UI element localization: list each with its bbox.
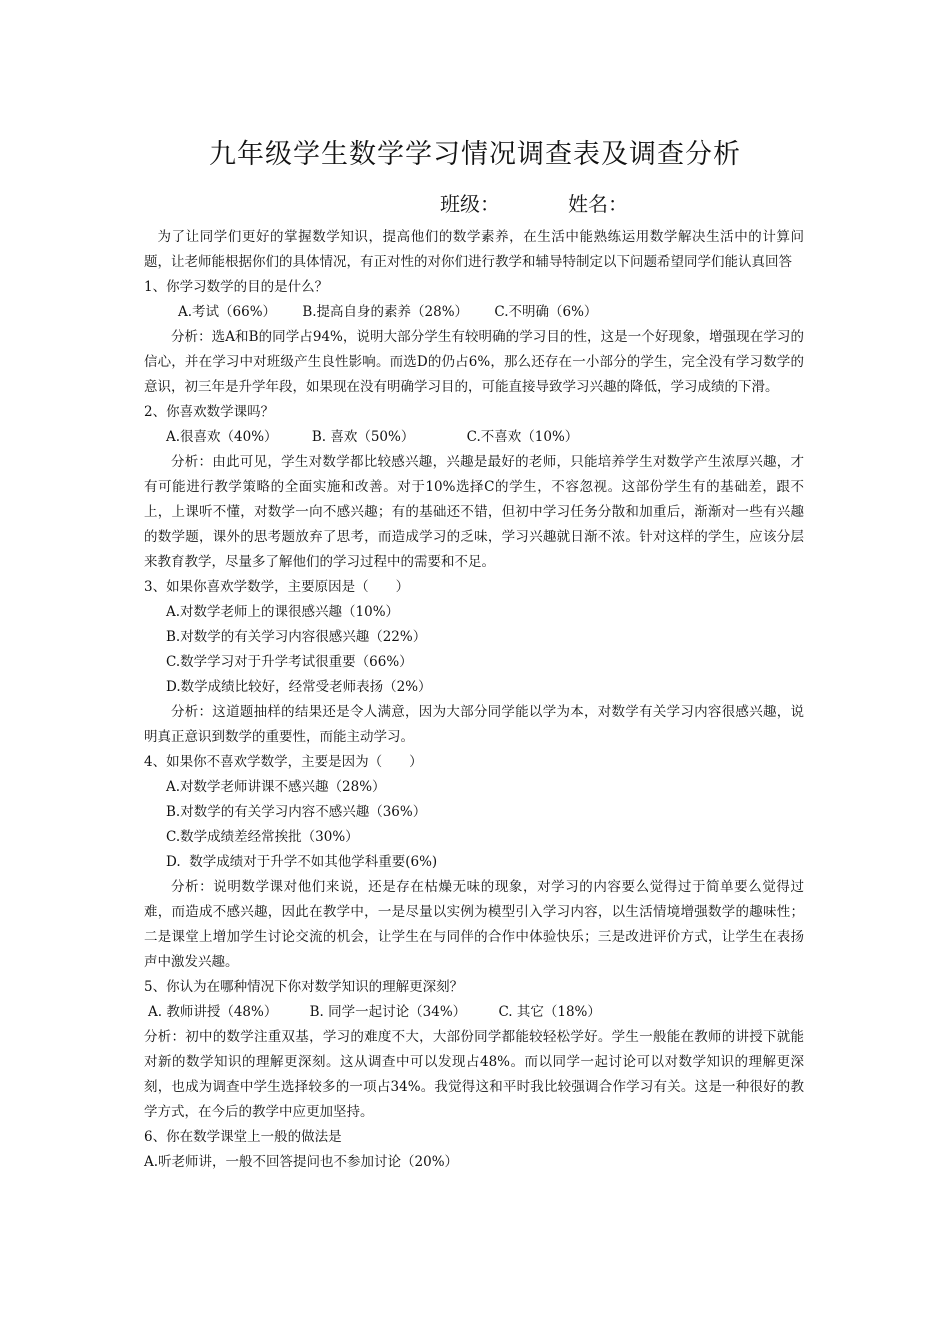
option-b: B. 同学一起讨论（34%） [309,1004,467,1020]
option-a: A.对数学老师上的课很感兴趣（10%） [166,604,400,620]
option-a: A.考试（66%） [178,304,277,320]
intro-paragraph: 为了让同学们更好的掌握数学知识，提高他们的数学素养，在生活中能熟练运用数学解决生活中的计算问题，让老师能根据你们的具体情况，有正对性的对你们进行教学和辅导特制定以下问题希望同学们能认真回答 [144,229,804,270]
option-a: A. 教师讲授（48%） [148,1004,278,1020]
question-2-options [144,425,804,450]
class-name-line [440,188,628,217]
name-label: 姓名： [568,192,628,216]
option-c: C.数学成绩差经常挨批（30%） [166,829,359,845]
question-1-options [144,300,804,325]
option-b: B. 喜欢（50%） [311,429,415,445]
document-body [144,225,804,1175]
question-2: 2、你喜欢数学课吗？ [144,404,275,420]
question-4: 4、如果你不喜欢学数学，主要是因为（ ） [144,754,423,770]
question-3: 3、如果你喜欢学数学，主要原因是（ ） [144,579,410,595]
option-d: D.数学成绩比较好，经常受老师表扬（2%） [166,679,432,695]
class-label: 班级： [440,192,500,216]
question-5: 5、你认为在哪种情况下你对数学知识的理解更深刻？ [144,979,464,995]
option-c: C.不明确（6%） [494,304,598,320]
option-a: A.对数学老师讲课不感兴趣（28%） [166,779,386,795]
option-c: C. 其它（18%） [498,1004,601,1020]
question-5-options [144,1000,804,1025]
option-b: B.对数学的有关学习内容不感兴趣（36%） [166,804,427,820]
analysis-1: 分析：选A和B的同学占94%，说明大部分学生有较明确的学习目的性，这是一个好现象，增强现在学习的信心，并在学习中对班级产生良性影响。而选D的仍占6%，那么还存在一小部分的学生，完全没有学习数学的意识，初三年是升学年段，如果现在没有明确学习目的，可能直接导致学习兴趣的降低，学习成绩的下滑。 [144,329,804,395]
analysis-2: 分析：由此可见，学生对数学都比较感兴趣，兴趣是最好的老师，只能培养学生对数学产生浓厚兴趣，才有可能进行教学策略的全面实施和改善。对于10%选择C的学生，不容忽视。这部份学生有的基础差，跟不上，上课听不懂，对数学一向不感兴趣；有的基础还不错，但初中学习任务分散和加重后，渐渐对一些有兴趣的数学题，课外的思考题放弃了思考，而造成学习的乏味，学习兴趣就日渐不浓。针对这样的学生，应该分层来教育教学，尽量多了解他们的学习过程中的需要和不足。 [144,454,804,570]
analysis-4: 分析：说明数学课对他们来说，还是存在枯燥无味的现象，对学习的内容要么觉得过于简单要么觉得过难，而造成不感兴趣，因此在教学中，一是尽量以实例为模型引入学习内容，以生活情境增强数学的趣味性；二是课堂上增加学生讨论交流的机会，让学生在与同伴的合作中体验快乐；三是改进评价方式，让学生在表扬声中激发兴趣。 [144,879,804,970]
option-c: C.数学学习对于升学考试很重要（66%） [166,654,413,670]
question-1: 1、你学习数学的目的是什么？ [144,279,329,295]
question-6: 6、你在数学课堂上一般的做法是 [144,1129,342,1145]
option-a: A.听老师讲，一般不回答提问也不参加讨论（20%） [144,1154,459,1170]
option-d: D. 数学成绩对于升学不如其他学科重要(6%) [166,854,438,870]
option-b: B.提高自身的素养（28%） [302,304,469,320]
page-title: 九年级学生数学学习情况调查表及调查分析 [209,139,741,170]
option-c: C.不喜欢（10%） [466,429,579,445]
option-b: B.对数学的有关学习内容很感兴趣（22%） [166,629,427,645]
analysis-5: 分析：初中的数学注重双基，学习的难度不大，大部份同学都能较轻松学好。学生一般能在教师的讲授下就能对新的数学知识的理解更深刻。这从调查中可以发现占48%。而以同学一起讨论可以对数学知识的理解更深刻，也成为调查中学生选择较多的一项占34%。我觉得这和平时我比较强调合作学习有关。这是一种很好的教学方式，在今后的教学中应更加坚持。 [144,1029,804,1120]
analysis-3: 分析：这道题抽样的结果还是令人满意，因为大部分同学能以学为本，对数学有关学习内容很感兴趣，说明真正意识到数学的重要性，而能主动学习。 [144,704,804,745]
option-a: A.很喜欢（40%） [166,429,278,445]
